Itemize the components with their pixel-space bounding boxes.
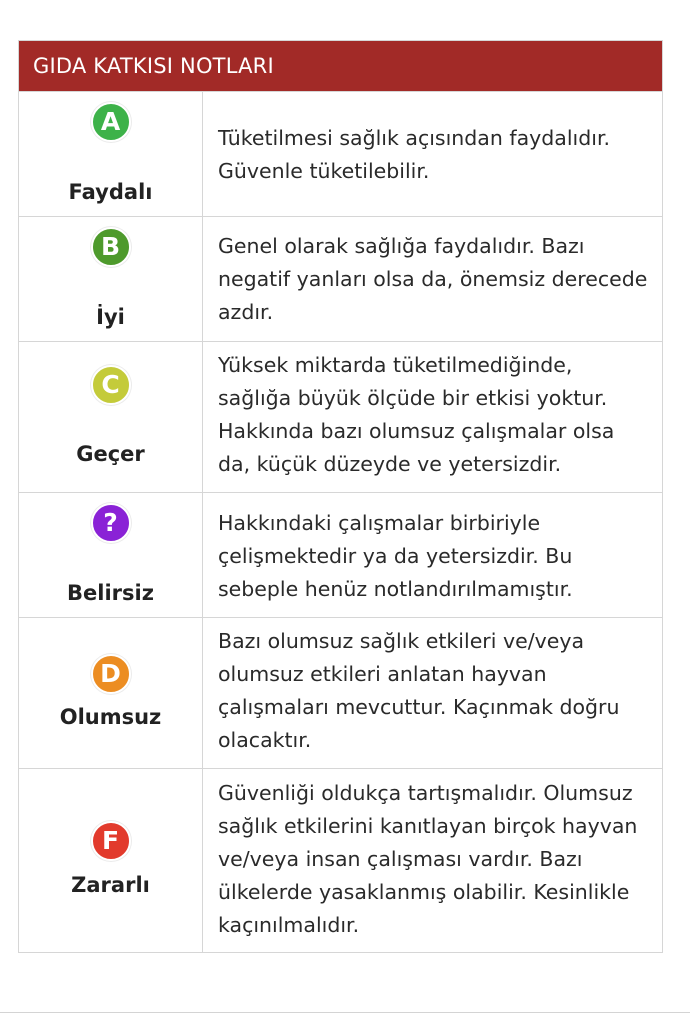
grade-letter: ? <box>103 508 118 537</box>
grade-letter: B <box>100 232 121 261</box>
grade-cell <box>19 769 203 952</box>
grade-b-badge-icon <box>91 227 131 267</box>
grade-row-unknown <box>19 492 662 617</box>
grade-unknown-badge-icon <box>91 503 131 543</box>
grade-label: Olumsuz <box>59 705 162 729</box>
grade-row-d <box>19 617 662 768</box>
grade-cell <box>19 618 203 768</box>
grade-row-a <box>19 91 662 216</box>
grade-description: Hakkındaki çalışmalar birbiriyle çelişmektedir ya da yetersizdir. Bu sebeple henüz notlandırılmamıştır. <box>218 511 573 601</box>
grade-row-b <box>19 216 662 341</box>
grade-cell <box>19 342 203 492</box>
grade-label: Geçer <box>76 442 145 466</box>
grade-letter: A <box>100 107 121 136</box>
grade-letter: D <box>100 659 121 688</box>
grade-row-f <box>19 768 662 952</box>
grade-row-c <box>19 341 662 492</box>
grade-description: Güvenliği oldukça tartışmalıdır. Olumsuz sağlık etkilerini kanıtlayan birçok hayvan ve/veya insan çalışması vardır. Bazı ülkelerde yasaklanmış olabilir. Kesinlikle kaçınılmalıdır. <box>218 781 638 937</box>
grade-label: Belirsiz <box>67 581 154 605</box>
grade-label: Faydalı <box>68 180 153 204</box>
grade-cell <box>19 493 203 617</box>
grade-label: Zararlı <box>71 873 150 897</box>
grade-c-badge-icon <box>91 365 131 405</box>
table-header: GIDA KATKISI NOTLARI <box>19 41 662 91</box>
grade-cell <box>19 92 203 216</box>
grade-letter: F <box>101 826 120 855</box>
grade-f-badge-icon <box>91 821 131 861</box>
grade-description: Yüksek miktarda tüketilmediğinde, sağlığa büyük ölçüde bir etkisi yoktur. Hakkında bazı olumsuz çalışmalar olsa da, küçük düzeyde ve yetersizdir. <box>218 353 615 476</box>
grade-cell <box>19 217 203 341</box>
grade-a-badge-icon <box>91 102 131 142</box>
bottom-divider <box>0 1012 690 1013</box>
grade-description: Genel olarak sağlığa faydalıdır. Bazı negatif yanları olsa da, önemsiz derecede azdır. <box>218 234 648 324</box>
grade-description: Bazı olumsuz sağlık etkileri ve/veya olumsuz etkileri anlatan hayvan çalışmaları mevcuttur. Kaçınmak doğru olacaktır. <box>218 629 620 752</box>
grade-letter: C <box>101 370 120 399</box>
additive-grades-table <box>18 40 663 953</box>
grade-description: Tüketilmesi sağlık açısından faydalıdır. Güvenle tüketilebilir. <box>218 126 611 183</box>
grade-d-badge-icon <box>91 654 131 694</box>
grade-label: İyi <box>96 305 125 329</box>
